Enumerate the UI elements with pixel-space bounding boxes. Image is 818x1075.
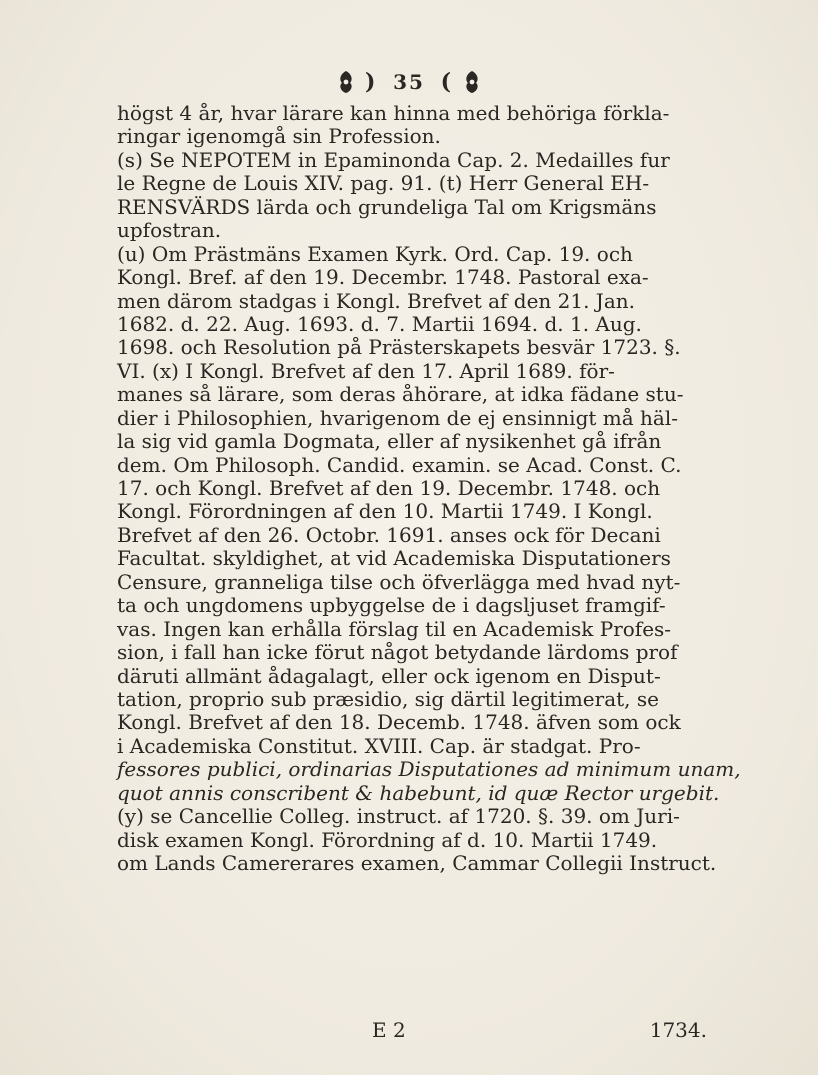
text-line: manes så lärare, som deras åhörare, at idka fädane stu- bbox=[117, 382, 684, 407]
text-line: RENSVÄRDS lärda och grundeliga Tal om Krigsmäns bbox=[117, 194, 657, 219]
text-line: la sig vid gamla Dogmata, eller af nysikenhet gå ifrån bbox=[117, 429, 662, 454]
text-line: (y) se Cancellie Colleg. instruct. af 1720. §. 39. om Juri- bbox=[117, 804, 680, 829]
text-line: Brefvet af den 26. Octobr. 1691. anses ock för Decani bbox=[117, 522, 661, 547]
text-line: i Academiska Constitut. XVIII. Cap. är stadgat. Pro- bbox=[117, 733, 641, 758]
text-line: om Lands Camererares examen, Cammar Collegii Instruct. bbox=[117, 851, 717, 875]
page-header bbox=[0, 68, 818, 95]
text-line: Kongl. Förordningen af den 10. Martii 1749. I Kongl. bbox=[117, 499, 653, 524]
text-line: sion, i fall han icke förut något betydande lärdoms prof bbox=[117, 640, 678, 665]
text-line: vas. Ingen kan erhålla förslag til en Academisk Profes- bbox=[117, 616, 672, 641]
text-line: Kongl. Bref. af den 19. Decembr. 1748. Pastoral exa- bbox=[117, 265, 649, 290]
text-line: (s) Se NEPOTEM in Epaminonda Cap. 2. Medailles fur bbox=[117, 147, 670, 172]
header-left-paren: ) bbox=[364, 69, 378, 95]
page-number: 35 bbox=[393, 70, 425, 94]
text-line: 17. och Kongl. Brefvet af den 19. Decembr. 1748. och bbox=[117, 476, 661, 500]
text-line: Kongl. Brefvet af den 18. Decemb. 1748. äfven som ock bbox=[117, 710, 681, 735]
text-line: le Regne de Louis XIV. pag. 91. (t) Herr General EH- bbox=[117, 171, 650, 196]
text-line: men därom stadgas i Kongl. Brefvet af den 21. Jan. bbox=[117, 288, 635, 313]
text-line: tation, proprio sub præsidio, sig därtil legitimerat, se bbox=[117, 686, 659, 711]
ornament-left-icon bbox=[337, 70, 355, 94]
text-line: quot annis conscribent & habebunt, id quæ Rector urgebit. bbox=[117, 780, 720, 805]
text-line: 1698. och Resolution på Prästerskapets besvär 1723. §. bbox=[117, 335, 681, 360]
body-text bbox=[117, 101, 741, 875]
text-line: dem. Om Philosoph. Candid. examin. se Acad. Const. C. bbox=[117, 452, 682, 477]
text-line: (u) Om Prästmäns Examen Kyrk. Ord. Cap. 19. och bbox=[117, 241, 633, 266]
text-line: disk examen Kongl. Förordning af d. 10. Martii 1749. bbox=[117, 827, 658, 852]
text-line: Censure, granneliga tilse och öfverlägga med hvad nyt- bbox=[117, 569, 681, 594]
text-line: upfostran. bbox=[117, 218, 222, 243]
text-line: dier i Philosophien, hvarigenom de ej ensinnigt må häl- bbox=[117, 405, 678, 430]
catchword: 1734. bbox=[649, 1018, 707, 1042]
text-line: ringar igenomgå sin Profession. bbox=[117, 124, 441, 149]
text-line: VI. (x) I Kongl. Brefvet af den 17. April 1689. för- bbox=[117, 358, 615, 383]
text-line: högst 4 år, hvar lärare kan hinna med behöriga förkla- bbox=[117, 101, 670, 125]
ornament-right-icon bbox=[463, 70, 481, 94]
text-line: fessores publici, ordinarias Disputationes ad minimum unam, bbox=[117, 757, 741, 782]
text-line: 1682. d. 22. Aug. 1693. d. 7. Martii 1694. d. 1. Aug. bbox=[117, 311, 642, 336]
text-line: Facultat. skyldighet, at vid Academiska Disputationers bbox=[117, 546, 671, 571]
text-line: ta och ungdomens upbyggelse de i dagsljuset framgif- bbox=[117, 593, 666, 618]
text-line: däruti allmänt ådagalagt, eller ock igenom en Disput- bbox=[117, 663, 661, 688]
header-right-paren: ( bbox=[440, 69, 454, 95]
signature-mark: E 2 bbox=[372, 1018, 406, 1042]
